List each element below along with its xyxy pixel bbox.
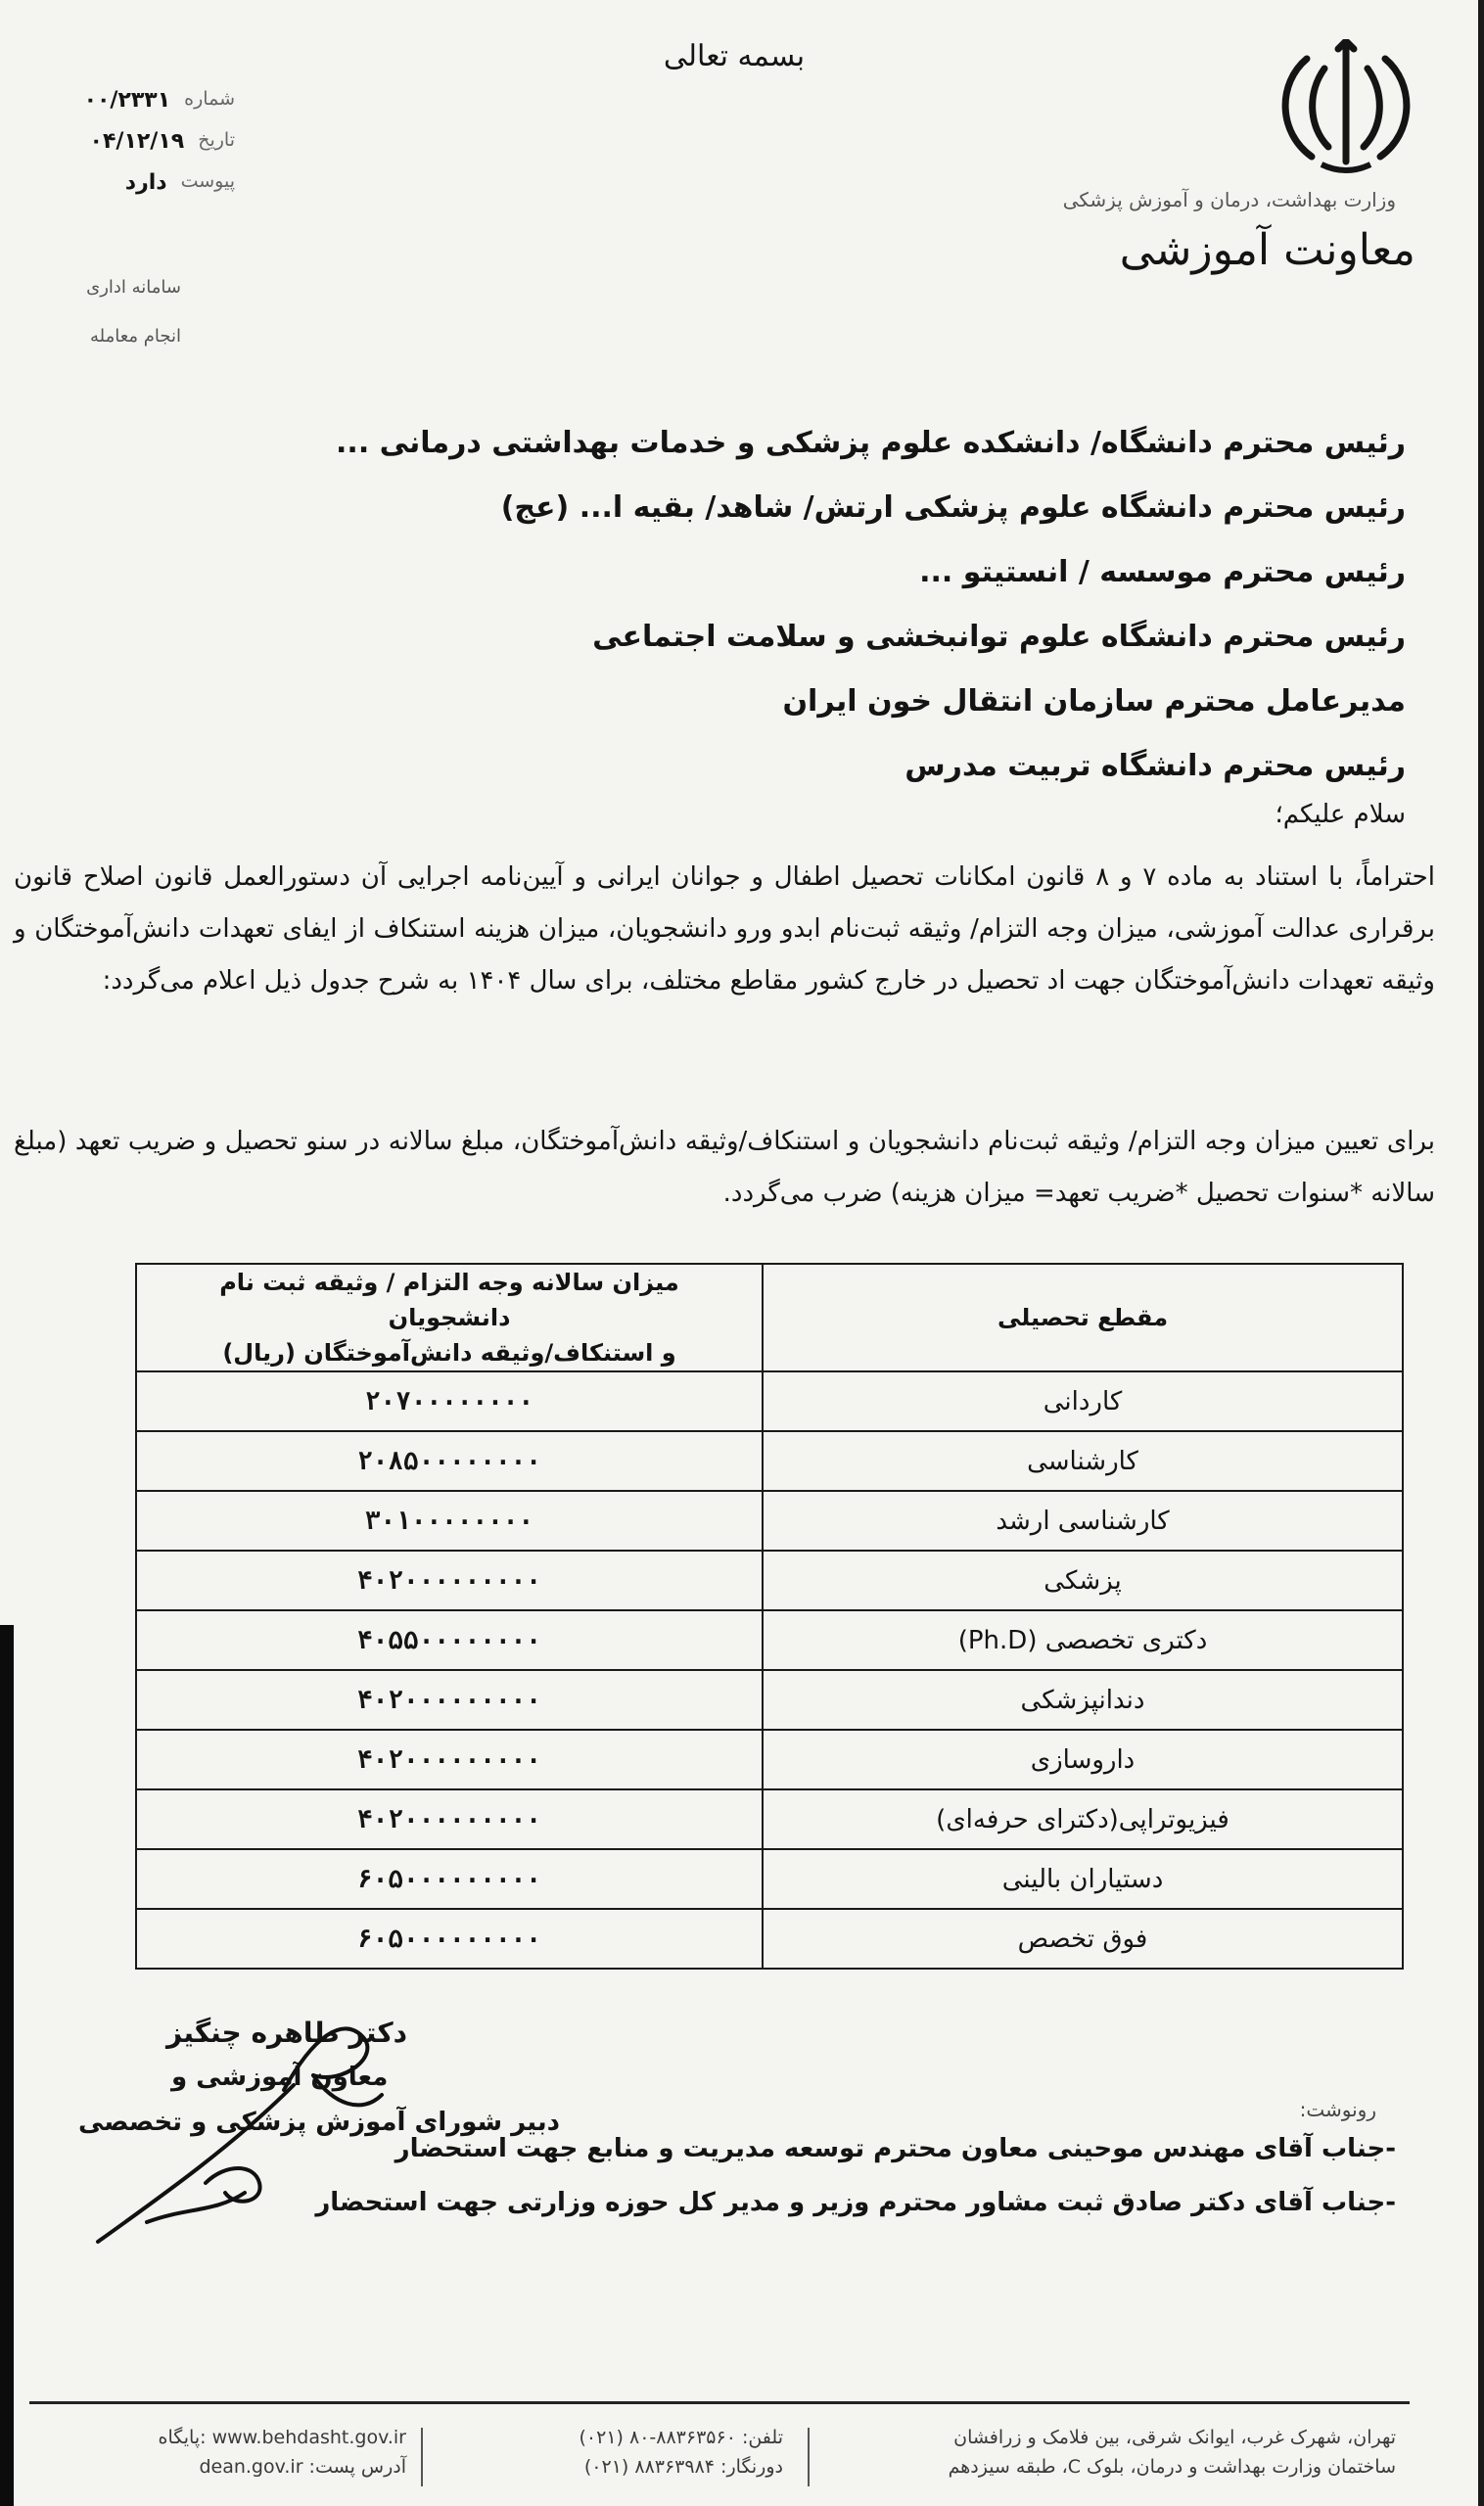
header-level: مقطع تحصیلی	[763, 1264, 1403, 1371]
footer-email: آدرس پست: dean.gov.ir	[199, 2456, 406, 2478]
level-cell: دکتری تخصصی (Ph.D)	[763, 1610, 1403, 1670]
table-row	[136, 1551, 1403, 1610]
cc-item: -جناب آقای مهندس موحینی معاون محترم توسعه مدیریت و منابع جهت استحضار	[394, 2134, 1396, 2163]
body-paragraph-2: برای تعیین میزان وجه التزام/ وثیقه ثبت‌نام دانشجویان و استنکاف/وثیقه دانش‌آموختگان، مبلغ سالانه در سنو تحصیل و ضریب تعهد (مبلغ سالانه *سنوات تحصیل *ضریب تعهد= میزان هزینه) ضرب می‌گردد.	[14, 1127, 1435, 1208]
recipient-line: رئیس محترم دانشگاه/ دانشکده علوم پزشکی و خدمات بهداشتی درمانی ...	[336, 426, 1406, 460]
signatory-title-2: دبیر شورای آموزش پزشکی و تخصصی	[78, 2108, 561, 2137]
footer-website: www.behdasht.gov.ir :پایگاه	[158, 2427, 406, 2448]
level-cell: داروسازی	[763, 1730, 1403, 1789]
table-row	[136, 1849, 1403, 1909]
level-cell: کارشناسی	[763, 1431, 1403, 1491]
body-paragraph-1: احتراماً، با استناد به ماده ۷ و ۸ قانون امکانات تحصیل اطفال و جوانان ایرانی و آیین‌نامه اجرایی آن دستورالعمل قانون اصلاح قانون برقراری عدالت آموزشی، میزان وجه التزام/ وثیقه ثبت‌نام ابدو ورو دانشجویان، میزان هزینه استنکاف از ایفای تعهدات دانش‌آموختگان و وثیقه تعهدات دانش‌آموختگان جهت اد تحصیل در خارج کشور مقاطع مختلف، برای سال ۱۴۰۴ به شرح جدول ذیل اعلام می‌گردد:	[14, 862, 1435, 996]
footer-address-line2: ساختمان وزارت بهداشت و درمان، بلوک C، طبقه سیزدهم	[948, 2456, 1396, 2478]
meta-number-value: ۰۰/۲۳۳۱	[83, 88, 171, 113]
scan-edge-right	[1478, 0, 1484, 2506]
footer-divider	[29, 2401, 1410, 2404]
table-row	[136, 1789, 1403, 1849]
amount-cell: ۴۰۲۰۰۰۰۰۰۰۰۰	[136, 1670, 763, 1730]
level-cell: پزشکی	[763, 1551, 1403, 1610]
footer-phones	[460, 2423, 783, 2482]
table-row	[136, 1670, 1403, 1730]
footer-separator	[808, 2428, 810, 2486]
deputy-name: معاونت آموزشی	[1119, 225, 1415, 275]
fee-table	[135, 1263, 1404, 1970]
table-row	[136, 1371, 1403, 1431]
letter-meta	[10, 88, 235, 211]
signatory-title-1: معاون آموزشی و	[171, 2063, 389, 2092]
level-cell: فوق تخصص	[763, 1909, 1403, 1969]
meta-attachment-label: پیوست	[180, 170, 235, 192]
amount-cell: ۴۰۵۵۰۰۰۰۰۰۰۰	[136, 1610, 763, 1670]
scan-edge-left	[0, 1625, 14, 2506]
greeting: سلام علیکم؛	[1275, 800, 1406, 829]
cc-item: -جناب آقای دکتر صادق ثبت مشاور محترم وزیر و مدیر کل حوزه وزارتی جهت استحضار	[315, 2188, 1396, 2217]
amount-cell: ۲۰۷۰۰۰۰۰۰۰۰	[136, 1371, 763, 1431]
signatory-name: دکتر طاهره چنگیز	[166, 2017, 407, 2049]
level-cell: دستیاران بالینی	[763, 1849, 1403, 1909]
amount-cell: ۴۰۲۰۰۰۰۰۰۰۰۰	[136, 1551, 763, 1610]
meta-date-value: ۰۴/۱۲/۱۹	[89, 129, 185, 154]
amount-cell: ۶۰۵۰۰۰۰۰۰۰۰۰	[136, 1909, 763, 1969]
recipient-line: رئیس محترم دانشگاه علوم توانبخشی و سلامت اجتماعی	[592, 620, 1406, 654]
meta-note-2: انجام معامله	[89, 326, 181, 347]
bismillah-heading: بسمه تعالی	[663, 39, 806, 73]
level-cell: دندانپزشکی	[763, 1670, 1403, 1730]
recipient-line: مدیرعامل محترم سازمان انتقال خون ایران	[782, 684, 1406, 719]
level-cell: کاردانی	[763, 1371, 1403, 1431]
table-row	[136, 1431, 1403, 1491]
meta-attachment	[10, 170, 235, 211]
footer-address-line1: تهران، شهرک غرب، ایوانک شرقی، بین فلامک و زرافشان	[953, 2427, 1396, 2448]
amount-cell: ۴۰۲۰۰۰۰۰۰۰۰۰	[136, 1789, 763, 1849]
table-row	[136, 1610, 1403, 1670]
amount-cell: ۳۰۱۰۰۰۰۰۰۰۰	[136, 1491, 763, 1551]
footer-fax: دورنگار: ۸۸۳۶۳۹۸۴ (۰۲۱)	[583, 2456, 783, 2478]
table-row	[136, 1909, 1403, 1969]
recipient-line: رئیس محترم دانشگاه علوم پزشکی ارتش/ شاهد/ بقیه ا... (عج)	[500, 490, 1406, 525]
table-header-row	[136, 1264, 1403, 1371]
meta-note-1: سامانه اداری	[86, 277, 181, 298]
meta-number	[10, 88, 235, 129]
level-cell: کارشناسی ارشد	[763, 1491, 1403, 1551]
table-row	[136, 1491, 1403, 1551]
recipient-line: رئیس محترم موسسه / انستیتو ...	[919, 555, 1406, 589]
ministry-name: وزارت بهداشت، درمان و آموزش پزشکی	[1062, 188, 1396, 211]
meta-attachment-value: دارد	[124, 170, 167, 195]
meta-number-label: شماره	[184, 88, 235, 110]
cc-label: رونوشت:	[1299, 2098, 1376, 2121]
amount-cell: ۶۰۵۰۰۰۰۰۰۰۰۰	[136, 1849, 763, 1909]
meta-date	[10, 129, 235, 170]
amount-cell: ۴۰۲۰۰۰۰۰۰۰۰۰	[136, 1730, 763, 1789]
footer-phone: تلفن: ۸۸۳۶۳۵۶۰-۸۰ (۰۲۱)	[579, 2427, 783, 2448]
header-amount	[136, 1264, 763, 1371]
level-cell: فیزیوتراپی(دکترای حرفه‌ای)	[763, 1789, 1403, 1849]
header-amount-line2: و استنکاف/وثیقه دانش‌آموختگان (ریال)	[222, 1339, 676, 1367]
recipient-line: رئیس محترم دانشگاه تربیت مدرس	[904, 749, 1406, 783]
iran-emblem-icon	[1268, 39, 1424, 181]
footer-separator	[421, 2428, 423, 2486]
amount-cell: ۲۰۸۵۰۰۰۰۰۰۰۰	[136, 1431, 763, 1491]
footer-web	[24, 2423, 406, 2482]
meta-date-label: تاریخ	[198, 129, 235, 151]
recipient-list	[133, 411, 1406, 799]
header-amount-line1: میزان سالانه وجه التزام / وثیقه ثبت نام دانشجویان	[219, 1269, 679, 1331]
footer-address	[887, 2423, 1396, 2482]
table-row	[136, 1730, 1403, 1789]
